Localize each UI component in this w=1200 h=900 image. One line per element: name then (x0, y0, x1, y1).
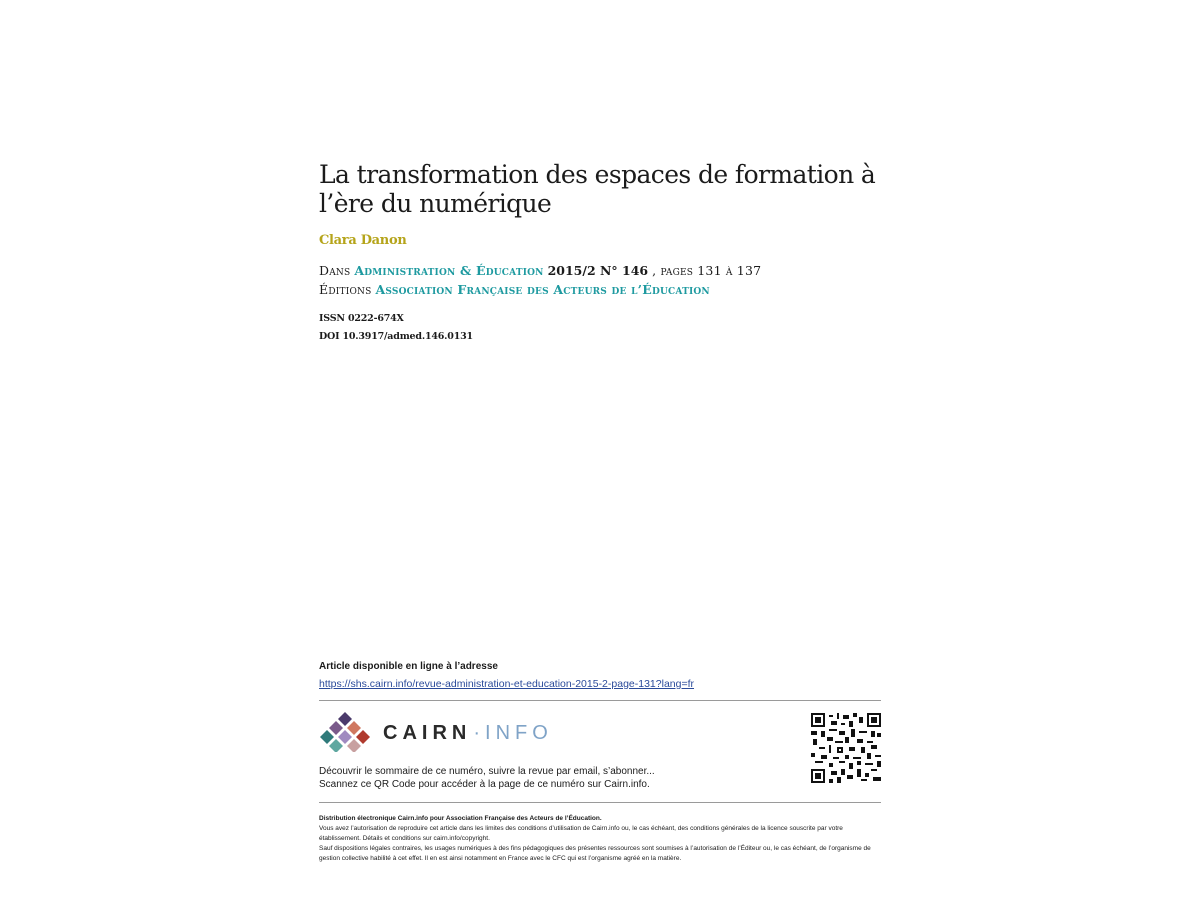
legal-paragraph-2: Sauf dispositions légales contraires, les usages numériques à des fins pédagogiques des présentes ressources sont soumises à l’autorisation de l’Éditeur ou, le cas échéant, de l’organisme de gestion collective habilité à cet effet. Il en est ainsi notamment en France avec le CFC qui est l’organisme agréé en la matière. (319, 845, 871, 862)
issue-number: 2015/2 N° 146 (547, 263, 649, 278)
article-title: La transformation des espaces de formation à l’ère du numérique (319, 160, 876, 218)
publication-line (319, 263, 761, 278)
editions-label: Éditions (319, 282, 372, 297)
online-availability-label: Article disponible en ligne à l’adresse (319, 661, 498, 672)
legal-notice (319, 814, 881, 864)
discover-text (319, 765, 655, 791)
dans-label: Dans (319, 263, 351, 278)
publisher-link[interactable]: Association Française des Acteurs de l’Éducation (375, 282, 710, 297)
article-url-link[interactable]: https://shs.cairn.info/revue-administration-et-education-2015-2-page-131?lang=fr (319, 678, 695, 690)
doi: DOI 10.3917/admed.146.0131 (319, 331, 473, 342)
legal-heading: Distribution électronique Cairn.info pour Association Française des Acteurs de l’Éducation. (319, 815, 602, 822)
issn: ISSN 0222-674X (319, 313, 404, 324)
discover-line-1: Découvrir le sommaire de ce numéro, suivre la revue par email, s’abonner... (319, 766, 655, 777)
page-range: , pages 131 à 137 (652, 263, 762, 278)
divider (319, 700, 881, 701)
divider (319, 802, 881, 803)
cairn-diamond-logo-icon (319, 712, 375, 752)
cover-page (319, 0, 881, 900)
journal-link[interactable]: Administration & Éducation (354, 263, 544, 278)
legal-paragraph-1: Vous avez l’autorisation de reproduire cet article dans les limites des conditions d’utilisation de Cairn.info ou, le cas échéant, des conditions générales de la licence souscrite par votre établissement. Détails et conditions sur cairn.info/copyright. (319, 825, 843, 842)
cairn-logo[interactable] (319, 712, 559, 752)
cairn-wordmark: CAIRN · INFO (383, 722, 553, 744)
author-link[interactable]: Clara Danon (319, 233, 407, 248)
publisher-line (319, 282, 710, 297)
qr-code-icon[interactable] (811, 713, 881, 783)
discover-line-2: Scannez ce QR Code pour accéder à la page de ce numéro sur Cairn.info. (319, 779, 650, 790)
